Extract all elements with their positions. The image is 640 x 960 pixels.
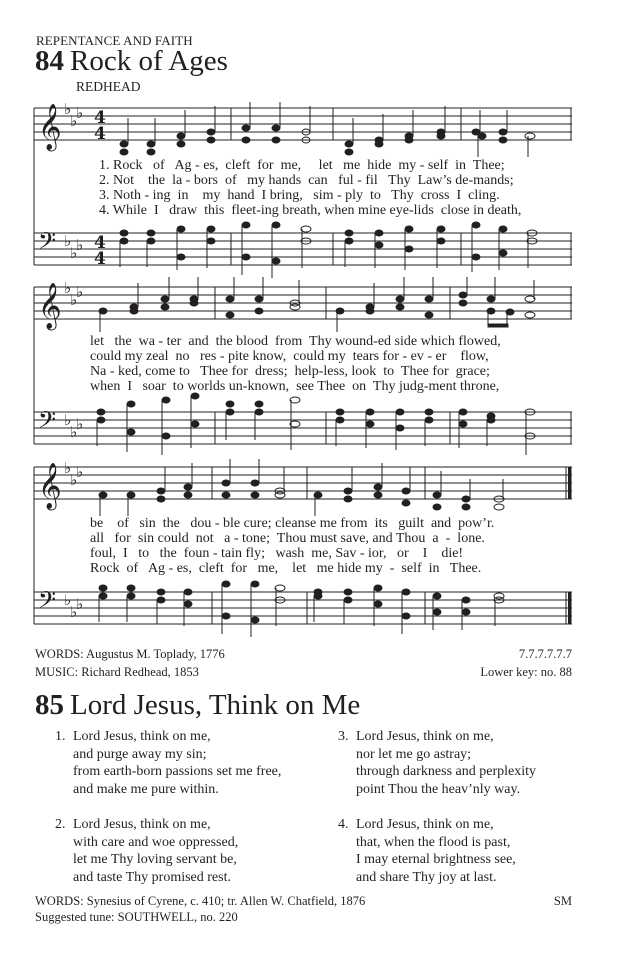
stanza-2 <box>55 816 238 886</box>
svg-text:♭: ♭ <box>70 423 78 441</box>
svg-text:4: 4 <box>94 124 106 144</box>
suggested-tune: Suggested tune: SOUTHWELL, no. 220 <box>35 910 238 924</box>
svg-text:𝄞: 𝄞 <box>38 463 62 509</box>
svg-text:♭: ♭ <box>64 459 72 477</box>
lyric-verse-2: 2. Not the la - bors of my hands can ful - fil Thy Law’s de-mands; <box>99 173 514 188</box>
hymn-84-meta <box>480 645 572 681</box>
hymn-number: 85 <box>35 689 64 721</box>
stanza-line: through darkness and perplexity <box>356 764 537 779</box>
lyric-verse-2: all for sin could not a - tone; Thou must save, and Thou a - lone. <box>90 531 485 546</box>
lyric-verse-3: Na - ked, come to Thee for dress; help-less, look to Thee for grace; <box>90 364 490 379</box>
hymn-number: 84 <box>35 45 64 77</box>
svg-text:♭: ♭ <box>70 471 78 489</box>
lyric-verse-4: 4. While I draw this fleet-ing breath, when mine eye-lids close in death, <box>99 203 522 218</box>
stanza-line: Lord Jesus, think on me, <box>356 817 494 832</box>
tune-name: REDHEAD <box>76 79 141 94</box>
stanza-number: 2. <box>55 817 66 832</box>
svg-text:♭: ♭ <box>70 603 78 621</box>
svg-text:𝄢: 𝄢 <box>38 406 57 439</box>
svg-text:♭: ♭ <box>64 411 72 429</box>
section-heading: REPENTANCE AND FAITH <box>36 33 193 48</box>
stanza-line: Lord Jesus, think on me, <box>356 729 494 744</box>
svg-text:♭: ♭ <box>64 591 72 609</box>
stanza-line: Lord Jesus, think on me, <box>73 729 211 744</box>
lyric-verse-1: 1. Rock of Ag - es, cleft for me, let me hide my - self in Thee; <box>99 158 505 173</box>
hymn-84-credits <box>35 645 225 681</box>
words-credit: WORDS: Augustus M. Toplady, 1776 <box>35 647 225 661</box>
svg-text:4: 4 <box>94 233 106 253</box>
svg-text:♭: ♭ <box>76 236 84 254</box>
svg-text:♭: ♭ <box>70 244 78 262</box>
bass-clef-icon: 𝄢 <box>38 227 57 260</box>
stanza-line: and taste Thy promised rest. <box>73 869 231 885</box>
hymn-85-title <box>35 688 360 722</box>
stanza-number: 4. <box>338 817 349 832</box>
stanza-line: point Thou the heav’nly way. <box>356 781 521 797</box>
lyric-verse-3: foul, I to the foun - tain fly; wash me, Sav - ior, or I die! <box>90 546 464 561</box>
lyric-verse-4: Rock of Ag - es, cleft for me, let me hide my - self in Thee. <box>90 561 482 576</box>
svg-text:♭: ♭ <box>76 104 84 122</box>
svg-text:♭: ♭ <box>76 283 84 301</box>
svg-text:𝄞: 𝄞 <box>38 283 62 329</box>
stanza-4 <box>338 816 516 886</box>
meter: SM <box>553 894 572 908</box>
stanza-line: from earth-born passions set me free, <box>73 764 282 779</box>
svg-text:♭: ♭ <box>70 112 78 130</box>
svg-text:♭: ♭ <box>64 100 72 118</box>
svg-text:4: 4 <box>94 108 106 128</box>
words-credit: WORDS: Synesius of Cyrene, c. 410; tr. Allen W. Chatfield, 1876 <box>35 894 366 908</box>
stanza-line: Lord Jesus, think on me, <box>73 817 211 832</box>
stanza-line: and make me pure within. <box>73 781 219 797</box>
stanza-1 <box>55 728 281 798</box>
meter: 7.7.7.7.7.7 <box>518 647 572 661</box>
svg-text:♭: ♭ <box>76 595 84 613</box>
stanza-line: and purge away my sin; <box>73 746 207 762</box>
hymn-title-text: Lord Jesus, Think on Me <box>70 689 361 721</box>
stanza-line: I may eternal brightness see, <box>356 852 516 867</box>
stanza-line: with care and woe oppressed, <box>73 834 239 850</box>
svg-text:♭: ♭ <box>76 463 84 481</box>
hymn-85-credits <box>35 893 365 925</box>
svg-text:♭: ♭ <box>76 415 84 433</box>
lyric-verse-2: could my zeal no res - pite know, could my tears for - ev - er flow, <box>90 349 489 364</box>
svg-text:♭: ♭ <box>64 232 72 250</box>
lyric-verse-1: let the wa - ter and the blood from Thy wound-ed side which flowed, <box>90 334 501 349</box>
lyric-verse-4: when I soar to worlds un-known, see Thee on Thy judg-ment throne, <box>90 379 500 394</box>
stanza-line: let me Thy loving servant be, <box>73 852 237 867</box>
lower-key-reference: Lower key: no. 88 <box>480 665 572 679</box>
svg-text:♭: ♭ <box>70 291 78 309</box>
stanza-line: and share Thy joy at last. <box>356 869 497 885</box>
music-credit: MUSIC: Richard Redhead, 1853 <box>35 665 199 679</box>
stanza-3 <box>338 728 536 798</box>
svg-text:♭: ♭ <box>64 279 72 297</box>
lyric-verse-3: 3. Noth - ing in my hand I bring, sim - ply to Thy cross I cling. <box>99 188 500 203</box>
stanza-line: nor let me go astray; <box>356 746 472 762</box>
stanza-number: 1. <box>55 729 66 744</box>
hymn-title-text: Rock of Ages <box>70 45 228 77</box>
stanza-number: 3. <box>338 729 349 744</box>
stanza-line: that, when the flood is past, <box>356 834 511 850</box>
lyric-verse-1: be of sin the dou - ble cure; cleanse me from its guilt and pow’r. <box>90 516 495 531</box>
treble-clef-icon: 𝄞 <box>38 104 62 150</box>
svg-text:𝄢: 𝄢 <box>38 586 57 619</box>
svg-text:4: 4 <box>94 249 106 269</box>
